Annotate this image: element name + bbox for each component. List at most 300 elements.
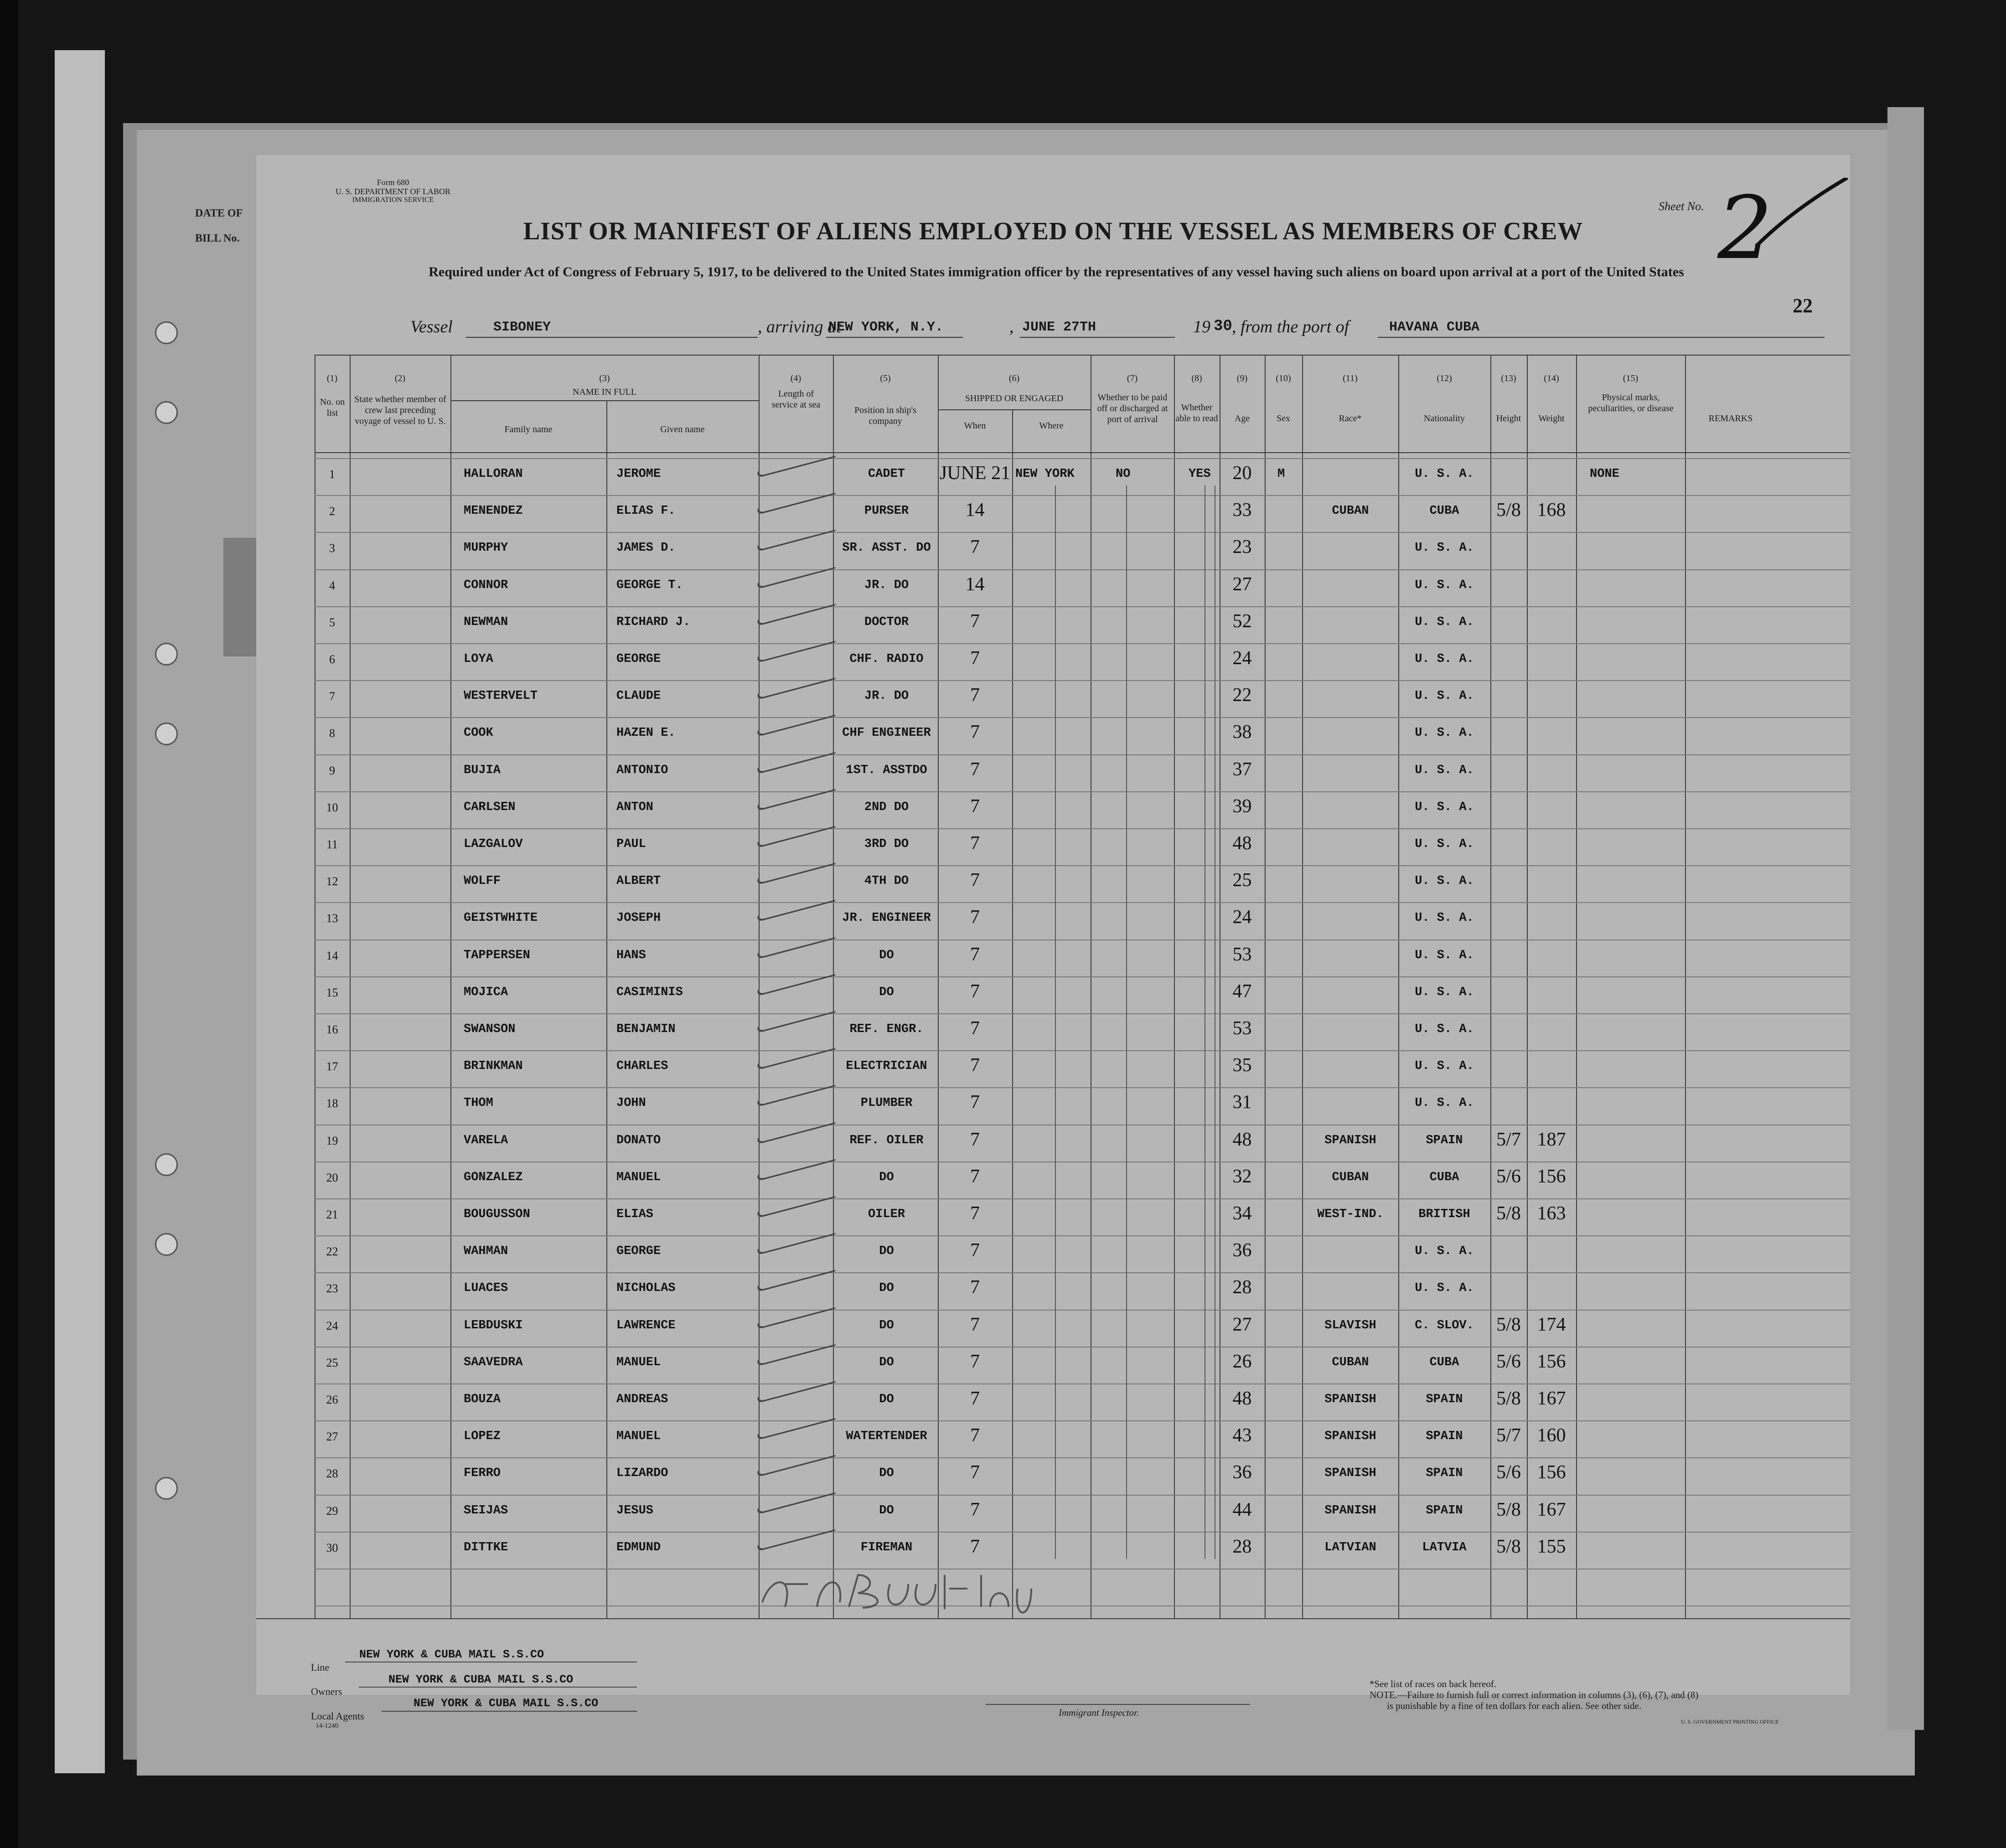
given-name: RICHARD J.	[616, 615, 691, 629]
height: 5/6	[1496, 1351, 1521, 1372]
check-mark	[755, 1376, 838, 1404]
position: 1ST. ASSTDO	[846, 763, 927, 777]
shipped-when: 7	[970, 1129, 980, 1150]
nationality: U. S. A.	[1415, 615, 1474, 629]
nationality: U. S. A.	[1415, 467, 1474, 481]
nationality: U. S. A.	[1415, 800, 1474, 814]
header-weight: Weight	[1538, 413, 1565, 423]
weight: 174	[1537, 1314, 1566, 1335]
given-name: GEORGE	[616, 652, 661, 666]
col-num-12: (12)	[1437, 373, 1452, 383]
age: 28	[1232, 1276, 1252, 1298]
position: 2ND DO	[864, 800, 909, 814]
row-number: 21	[326, 1208, 338, 1221]
from-label: , from the port of	[1232, 317, 1349, 336]
position: CHF. RADIO	[849, 652, 924, 666]
family-name: NEWMAN	[464, 615, 508, 629]
inspector-line	[986, 1704, 1250, 1705]
col-num-1: (1)	[326, 373, 338, 383]
nationality: U. S. A.	[1415, 985, 1474, 999]
sheet-number-label: Sheet No.	[1659, 200, 1704, 213]
given-name: ALBERT	[616, 874, 661, 888]
row-number: 2	[329, 504, 335, 518]
given-name: NICHOLAS	[616, 1281, 676, 1295]
col-line	[1302, 355, 1303, 1618]
given-name: ANTON	[616, 800, 654, 814]
side-tag	[223, 538, 256, 656]
row-number: 6	[329, 652, 335, 666]
shipped-when: 7	[970, 906, 980, 928]
position: DO	[879, 985, 894, 999]
side-stamp-bill: BILL No.	[195, 232, 240, 244]
binder-hole	[155, 1153, 178, 1176]
shipped-subheader-line	[938, 409, 1091, 410]
shipped-when: 7	[970, 1425, 980, 1446]
row-rule	[315, 976, 1850, 977]
row-number: 4	[329, 578, 335, 592]
row-rule	[315, 754, 1850, 755]
nationality: LATVIA	[1422, 1540, 1467, 1554]
check-mark	[755, 1487, 838, 1515]
row-number: 10	[326, 800, 338, 814]
check-mark	[755, 1006, 838, 1034]
position: SR. ASST. DO	[842, 541, 931, 555]
row-number: 12	[326, 874, 338, 888]
nationality: U. S. A.	[1415, 1281, 1474, 1295]
height: 5/8	[1496, 1388, 1521, 1409]
row-rule	[315, 1532, 1850, 1533]
age: 36	[1232, 1239, 1252, 1261]
nationality: U. S. A.	[1415, 578, 1474, 592]
race: SPANISH	[1324, 1133, 1376, 1147]
check-mark	[755, 562, 838, 590]
nationality: U. S. A.	[1415, 1096, 1474, 1110]
given-name: EDMUND	[616, 1540, 661, 1554]
check-mark	[755, 1524, 838, 1552]
family-name: THOM	[464, 1096, 493, 1110]
side-stamp-date: DATE OF	[195, 207, 243, 219]
row-number: 30	[326, 1541, 338, 1554]
position: DO	[879, 1392, 894, 1406]
nationality: U. S. A.	[1415, 689, 1474, 703]
position: PURSER	[864, 504, 909, 518]
nationality: CUBA	[1429, 504, 1459, 518]
height: 5/8	[1496, 1203, 1521, 1224]
shipped-when: 7	[970, 832, 980, 854]
check-mark	[755, 1339, 838, 1367]
row-number: 14	[326, 949, 338, 962]
row-number: 25	[326, 1356, 338, 1369]
age: 48	[1232, 1388, 1252, 1409]
race: CUBAN	[1332, 1355, 1369, 1369]
shipped-when: 7	[970, 1461, 980, 1483]
nationality: CUBA	[1429, 1355, 1459, 1369]
height: 5/8	[1496, 1536, 1521, 1557]
race: SLAVISH	[1324, 1318, 1376, 1332]
age: 22	[1232, 684, 1252, 706]
able-to-read: YES	[1189, 467, 1211, 481]
header-when: When	[964, 421, 986, 431]
row-rule	[315, 1013, 1850, 1014]
shipped-when: 7	[970, 1314, 980, 1335]
family-name: CONNOR	[464, 578, 508, 592]
position: DO	[879, 1244, 894, 1258]
underlying-sheet-right	[1887, 107, 1924, 1730]
age: 23	[1232, 536, 1252, 557]
col-line	[1174, 355, 1175, 1618]
vessel-label: Vessel	[410, 317, 453, 336]
given-name: PAUL	[616, 837, 646, 851]
nationality: U. S. A.	[1415, 837, 1474, 851]
binder-hole	[155, 643, 178, 666]
given-name: ANTONIO	[616, 763, 668, 777]
shipped-when: 7	[970, 1276, 980, 1298]
shipped-when: 7	[970, 759, 980, 780]
arrival-underline	[826, 337, 963, 338]
given-name: ELIAS	[616, 1207, 654, 1221]
position: DO	[879, 1318, 894, 1332]
given-name: CASIMINIS	[616, 985, 683, 999]
nationality: C. SLOV.	[1415, 1318, 1474, 1332]
col-num-7: (7)	[1127, 373, 1138, 383]
header-sex: Sex	[1277, 413, 1290, 423]
position: 4TH DO	[864, 874, 909, 888]
weight: 167	[1537, 1499, 1566, 1520]
age: 33	[1232, 499, 1252, 521]
check-mark	[755, 1117, 838, 1145]
nationality: U. S. A.	[1415, 652, 1474, 666]
check-mark	[755, 709, 838, 738]
shipped-when: 7	[970, 1536, 980, 1557]
race: SPANISH	[1324, 1429, 1376, 1443]
check-mark	[755, 487, 838, 516]
underlying-sheet-left	[55, 50, 105, 1773]
age: 20	[1232, 462, 1252, 484]
given-name: CLAUDE	[616, 689, 661, 703]
family-name: HALLORAN	[464, 467, 523, 481]
given-name: JEROME	[616, 467, 661, 481]
row-rule	[315, 1420, 1850, 1421]
shipped-when: 7	[970, 610, 980, 632]
age: 48	[1232, 832, 1252, 854]
row-rule	[315, 828, 1850, 829]
col-line	[606, 400, 607, 1618]
shipped-when: 14	[965, 573, 985, 595]
row-rule	[315, 1272, 1850, 1273]
row-rule	[315, 1605, 1850, 1606]
col-num-4: (4)	[790, 373, 801, 383]
check-mark	[755, 894, 838, 923]
family-name: LUACES	[464, 1281, 508, 1295]
check-mark	[755, 635, 838, 664]
row-rule	[315, 1198, 1850, 1199]
check-mark	[755, 1191, 838, 1219]
position: DO	[879, 1503, 894, 1518]
row-rule	[315, 1495, 1850, 1496]
check-mark	[755, 1154, 838, 1182]
voyage-row	[256, 317, 1850, 344]
nationality: U. S. A.	[1415, 874, 1474, 888]
weight: 167	[1537, 1388, 1566, 1409]
given-name: GEORGE T.	[616, 578, 683, 592]
weight: 156	[1537, 1166, 1566, 1187]
nationality: CUBA	[1429, 1170, 1459, 1184]
height: 5/8	[1496, 1499, 1521, 1520]
row-rule	[315, 643, 1850, 644]
check-mark	[755, 1265, 838, 1293]
shipped-when: 7	[970, 1017, 980, 1039]
shipped-when: 7	[970, 1054, 980, 1076]
shipped-when: JUNE 21	[939, 462, 1011, 484]
position: REF. OILER	[849, 1133, 924, 1147]
nationality: SPAIN	[1426, 1133, 1463, 1147]
family-name: LEBDUSKI	[464, 1318, 523, 1332]
age: 38	[1232, 721, 1252, 743]
col-num-14: (14)	[1544, 373, 1559, 383]
row-rule	[315, 495, 1850, 496]
header-where: Where	[1039, 421, 1064, 431]
check-mark	[755, 450, 838, 479]
age: 53	[1232, 1017, 1252, 1039]
col-num-10: (10)	[1276, 373, 1291, 383]
race: SPANISH	[1324, 1392, 1376, 1406]
col-num-8: (8)	[1191, 373, 1202, 383]
nationality: U. S. A.	[1415, 541, 1474, 555]
check-mark	[755, 1302, 838, 1330]
ditto-line	[1055, 485, 1056, 1559]
nationality: SPAIN	[1426, 1392, 1463, 1406]
col-num-11: (11)	[1343, 373, 1358, 383]
shipped-when: 7	[970, 795, 980, 817]
binder-hole	[155, 1233, 178, 1256]
position: DO	[879, 1355, 894, 1369]
nationality: SPAIN	[1426, 1429, 1463, 1443]
date-underline	[1020, 337, 1175, 338]
position: FIREMAN	[860, 1540, 913, 1554]
age: 53	[1232, 944, 1252, 965]
agents-value: NEW YORK & CUBA MAIL S.S.CO	[414, 1697, 599, 1710]
weight: 156	[1537, 1351, 1566, 1372]
age: 47	[1232, 981, 1252, 1002]
age: 27	[1232, 573, 1252, 595]
row-rule	[315, 717, 1850, 718]
age: 52	[1232, 610, 1252, 632]
family-name: LAZGALOV	[464, 837, 523, 851]
col-line	[833, 355, 834, 1618]
col-line	[759, 355, 760, 1618]
weight: 160	[1537, 1425, 1566, 1446]
race: LATVIAN	[1324, 1540, 1376, 1554]
family-name: MENENDEZ	[464, 504, 523, 518]
position: REF. ENGR.	[849, 1022, 924, 1036]
nationality: BRITISH	[1418, 1207, 1470, 1221]
header-height: Height	[1496, 413, 1521, 423]
age: 26	[1232, 1351, 1252, 1372]
row-number: 3	[329, 541, 335, 555]
family-name: WAHMAN	[464, 1244, 508, 1258]
row-number: 11	[326, 837, 338, 851]
owners-value: NEW YORK & CUBA MAIL S.S.CO	[388, 1673, 574, 1686]
nationality: U. S. A.	[1415, 911, 1474, 925]
given-name: BENJAMIN	[616, 1022, 676, 1036]
shipped-when: 7	[970, 1239, 980, 1261]
row-rule	[315, 1087, 1850, 1088]
weight: 156	[1537, 1461, 1566, 1483]
nationality: U. S. A.	[1415, 1059, 1474, 1073]
vessel-underline	[466, 337, 758, 338]
row-number: 20	[326, 1171, 338, 1184]
line-label: Line	[311, 1662, 330, 1673]
position: 3RD DO	[864, 837, 909, 851]
position: DO	[879, 1281, 894, 1295]
nationality: SPAIN	[1426, 1503, 1463, 1518]
vessel-name: SIBONEY	[493, 320, 551, 335]
header-able-to-read: Whether able to read	[1175, 403, 1218, 423]
service-name: IMMIGRATION SERVICE	[352, 196, 434, 204]
position: CADET	[868, 467, 905, 481]
row-rule	[315, 939, 1850, 940]
family-name: GEISTWHITE	[464, 911, 538, 925]
family-name: SWANSON	[464, 1022, 516, 1036]
shipped-when: 7	[970, 944, 980, 965]
age: 43	[1232, 1425, 1252, 1446]
given-name: ANDREAS	[616, 1392, 668, 1406]
row-number: 24	[326, 1319, 338, 1332]
row-rule	[315, 791, 1850, 792]
row-rule	[315, 1383, 1850, 1384]
owners-label: Owners	[311, 1686, 342, 1697]
header-shipped-engaged: SHIPPED OR ENGAGED	[965, 393, 1064, 403]
shipped-when: 7	[970, 684, 980, 706]
col-num-6: (6)	[1008, 373, 1020, 383]
check-mark	[755, 599, 838, 627]
height: 5/7	[1496, 1425, 1521, 1446]
document-title: LIST OR MANIFEST OF ALIENS EMPLOYED ON THE VESSEL AS MEMBERS OF CREW	[523, 217, 1583, 245]
position: WATERTENDER	[846, 1429, 927, 1443]
physical-marks: NONE	[1590, 467, 1619, 481]
age: 48	[1232, 1129, 1252, 1150]
position: JR. DO	[864, 578, 909, 592]
race: CUBAN	[1332, 504, 1369, 518]
position: OILER	[868, 1207, 905, 1221]
page-number: 22	[1793, 294, 1813, 317]
sex: M	[1277, 467, 1285, 481]
nationality: U. S. A.	[1415, 948, 1474, 962]
row-number: 29	[326, 1504, 338, 1518]
col-line	[350, 355, 351, 1618]
age: 28	[1232, 1536, 1252, 1557]
arriving-label: , arriving at	[758, 317, 841, 336]
col-line	[1685, 355, 1686, 1618]
shipped-when: 7	[970, 1203, 980, 1224]
comma: ,	[1009, 317, 1014, 336]
row-rule	[315, 532, 1850, 533]
col-num-2: (2)	[394, 373, 406, 383]
family-name: BOUGUSSON	[464, 1207, 530, 1221]
row-rule	[315, 569, 1850, 570]
height: 5/8	[1496, 499, 1521, 521]
shipped-when: 7	[970, 1351, 980, 1372]
row-rule	[315, 1161, 1850, 1162]
check-mark	[755, 821, 838, 849]
row-rule	[315, 902, 1850, 903]
check-mark	[755, 932, 838, 960]
inspector-signature	[753, 1557, 1036, 1625]
age: 34	[1232, 1203, 1252, 1224]
check-mark	[755, 1228, 838, 1256]
age: 35	[1232, 1054, 1252, 1076]
row-number: 18	[326, 1096, 338, 1110]
row-rule	[315, 1050, 1850, 1051]
shipped-where: NEW YORK	[1015, 467, 1075, 481]
race: WEST-IND.	[1317, 1207, 1384, 1221]
film-edge-left	[0, 0, 18, 1848]
given-name: LIZARDO	[616, 1466, 668, 1480]
row-rule	[315, 1310, 1850, 1311]
given-name: MANUEL	[616, 1429, 661, 1443]
row-number: 8	[329, 726, 335, 740]
row-number: 27	[326, 1430, 338, 1443]
header-bottom	[315, 452, 1850, 453]
header-race: Race*	[1339, 413, 1362, 423]
family-name: CARLSEN	[464, 800, 516, 814]
age: 37	[1232, 759, 1252, 780]
binder-hole	[155, 723, 178, 745]
binder-hole	[155, 1477, 178, 1500]
weight: 187	[1537, 1129, 1566, 1150]
shipped-when: 7	[970, 1499, 980, 1520]
header-remarks: REMARKS	[1708, 413, 1753, 423]
position: PLUMBER	[860, 1096, 913, 1110]
age: 24	[1232, 906, 1252, 928]
height: 5/6	[1496, 1166, 1521, 1187]
header-no-on-list: No. on list	[320, 397, 345, 418]
family-name: SEIJAS	[464, 1503, 508, 1518]
nationality: SPAIN	[1426, 1466, 1463, 1480]
given-name: LAWRENCE	[616, 1318, 676, 1332]
sheet-number: 2	[1717, 178, 1773, 279]
document-subtitle: Required under Act of Congress of February 5, 1917, to be delivered to the United States immigration officer by the representatives of any vessel having such aliens on board upon arrival at a port of the United States	[429, 264, 1684, 279]
family-name: FERRO	[464, 1466, 501, 1480]
shipped-when: 7	[970, 869, 980, 891]
age: 25	[1232, 869, 1252, 891]
row-number: 5	[329, 615, 335, 629]
inspector-label: Immigrant Inspector.	[1059, 1707, 1139, 1718]
printer-imprint: U. S. GOVERNMENT PRINTING OFFICE	[1681, 1719, 1779, 1725]
year-prefix: 19	[1193, 317, 1210, 336]
given-name: MANUEL	[616, 1170, 661, 1184]
family-name: WOLFF	[464, 874, 501, 888]
check-mark	[755, 524, 838, 552]
weight: 155	[1537, 1536, 1566, 1557]
position: JR. ENGINEER	[842, 911, 931, 925]
row-rule	[315, 680, 1850, 681]
shipped-when: 7	[970, 647, 980, 669]
check-mark	[755, 1450, 838, 1478]
row-number: 15	[326, 986, 338, 999]
form-number: Form 680	[377, 178, 409, 187]
nationality: U. S. A.	[1415, 1244, 1474, 1258]
header-length-of-service: Length of service at sea	[771, 389, 821, 410]
shipped-when: 7	[970, 1091, 980, 1113]
position: CHF ENGINEER	[842, 726, 931, 740]
check-mark	[755, 1043, 838, 1071]
row-number: 9	[329, 764, 335, 777]
position: DO	[879, 948, 894, 962]
col-num-13: (13)	[1501, 373, 1516, 383]
arrival-year: 30	[1214, 318, 1232, 335]
family-name: LOYA	[464, 652, 493, 666]
